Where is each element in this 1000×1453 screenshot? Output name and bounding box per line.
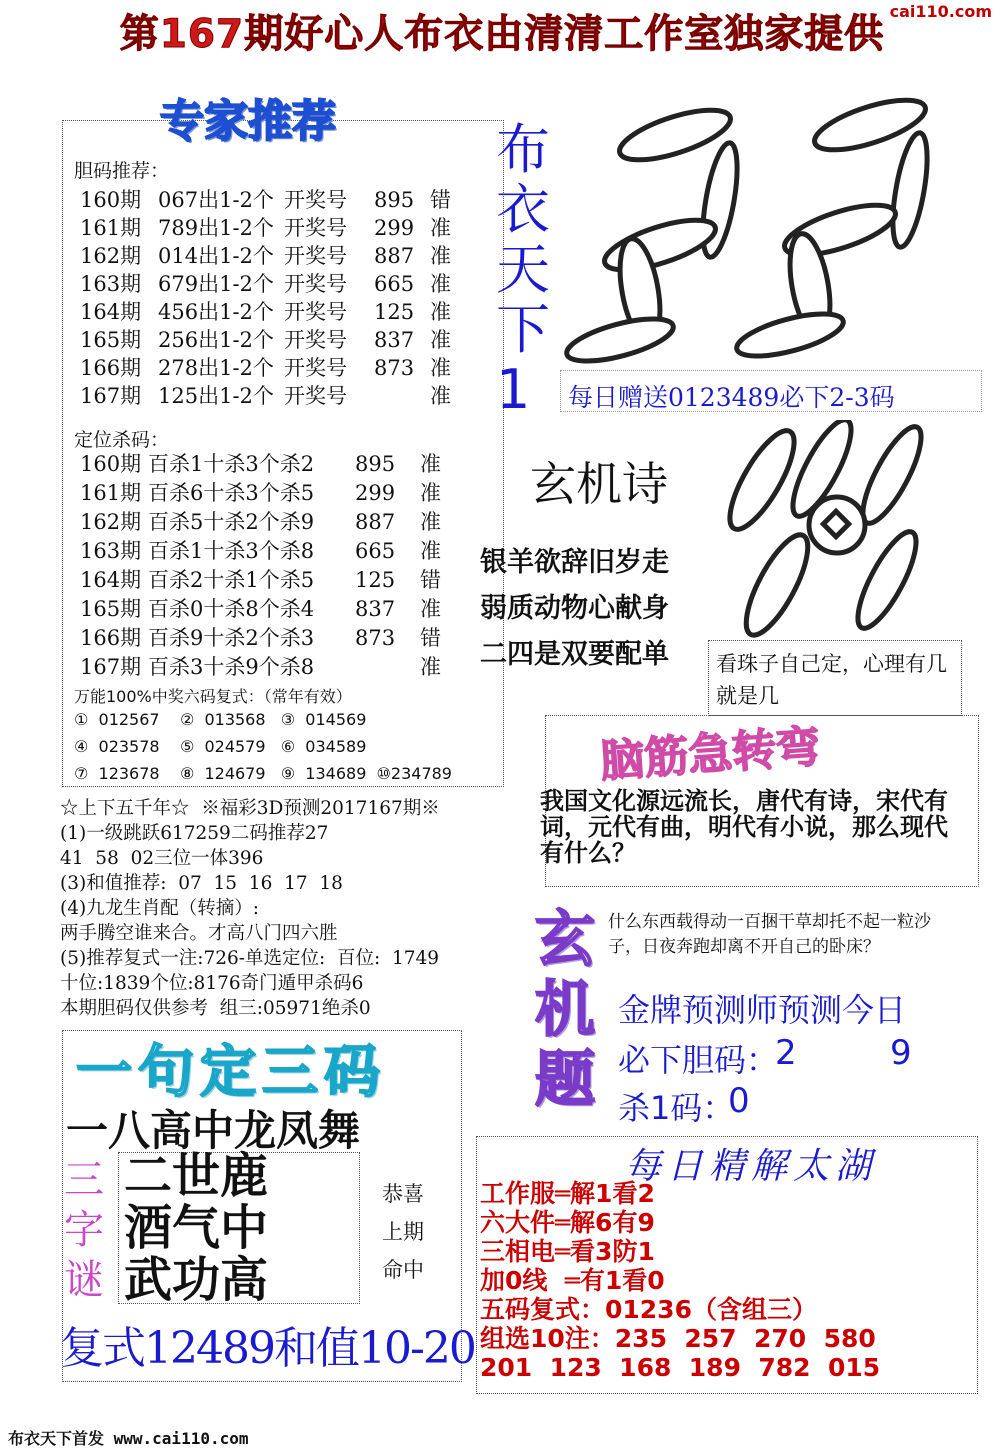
congrats-line: 恭喜 bbox=[382, 1182, 424, 1206]
gold-title: 金牌预测师预测今日 bbox=[618, 991, 907, 1029]
kill-period: 162期 bbox=[80, 510, 142, 534]
forecast-line: 本期胆码仅供参考 组三:05971绝杀0 bbox=[60, 998, 371, 1019]
dan-number: 873 bbox=[374, 356, 415, 380]
dan-result: 准 bbox=[430, 300, 451, 324]
kill-result: 准 bbox=[420, 510, 441, 534]
brain-title: 脑筋急转弯 bbox=[598, 721, 822, 788]
taihu-line: 工作服═解1看2 bbox=[480, 1179, 655, 1208]
kill-rule: 百杀9十杀2个杀3 bbox=[148, 626, 315, 650]
xuanji-title-char: 机 bbox=[535, 975, 595, 1045]
dan-label: 开奖号 bbox=[284, 244, 347, 268]
riddle-line: 酒气中 bbox=[124, 1200, 269, 1256]
dan-pick: 789出1-2个 bbox=[158, 216, 274, 240]
dan-result: 准 bbox=[430, 384, 451, 408]
daily-gift-box bbox=[560, 370, 982, 412]
beads-image bbox=[712, 420, 962, 640]
kill-period: 165期 bbox=[80, 597, 142, 621]
taihu-line: 三相电═看3防1 bbox=[480, 1237, 655, 1266]
poem-line: 弱质动物心献身 bbox=[480, 593, 669, 624]
footer: 布衣天下首发 www.cai110.com bbox=[8, 1429, 249, 1448]
xuanji-title-char: 玄 bbox=[535, 905, 595, 975]
kill-number: 665 bbox=[355, 539, 396, 563]
kill-rule: 百杀0十杀8个杀4 bbox=[148, 597, 315, 621]
dan-result: 准 bbox=[430, 272, 451, 296]
dan-result: 错 bbox=[430, 188, 451, 212]
dan-result: 准 bbox=[430, 244, 451, 268]
kill-period: 166期 bbox=[80, 626, 142, 650]
page-title: 第167期好心人布衣由清清工作室独家提供 bbox=[119, 12, 885, 57]
dan-result: 准 bbox=[430, 216, 451, 240]
dan-period: 167期 bbox=[80, 384, 142, 408]
kill-rule: 百杀3十杀9个杀8 bbox=[148, 655, 315, 679]
gold-dan-label: 必下胆码： bbox=[618, 1041, 779, 1079]
daily-gift: 每日赠送0123489必下2-3码 bbox=[568, 383, 895, 412]
forecast-line: 十位:1839个位:8176奇门遁甲杀码6 bbox=[60, 973, 364, 994]
dan-period: 166期 bbox=[80, 356, 142, 380]
kill-result: 准 bbox=[420, 481, 441, 505]
dan-label: 胆码推荐： bbox=[74, 160, 170, 182]
kill-period: 163期 bbox=[80, 539, 142, 563]
taihu-line: 六大件═解6有9 bbox=[480, 1208, 655, 1237]
kill-number: 125 bbox=[355, 568, 396, 592]
buyi-char: 天 bbox=[496, 238, 550, 301]
six-code-title: 万能100%中奖六码复式：（常年有效） bbox=[74, 687, 352, 706]
dan-label: 开奖号 bbox=[284, 216, 347, 240]
kill-result: 准 bbox=[420, 452, 441, 476]
six-code-row: ④ 023578 ⑤ 024579 ⑥ 034589 bbox=[74, 737, 367, 756]
buyi-char: 衣 bbox=[496, 178, 550, 241]
six-code-row: ① 012567 ② 013568 ③ 014569 bbox=[74, 710, 367, 729]
yiju-phrase: 一八高中龙凤舞 bbox=[66, 1106, 361, 1155]
congrats-line: 命中 bbox=[382, 1258, 424, 1282]
taihu-line: 加0线 ═有1看0 bbox=[480, 1266, 665, 1295]
kill-result: 错 bbox=[420, 626, 441, 650]
chain-3-image bbox=[560, 80, 980, 370]
dan-label: 开奖号 bbox=[284, 328, 347, 352]
dan-period: 164期 bbox=[80, 300, 142, 324]
dan-label: 开奖号 bbox=[284, 384, 347, 408]
dan-label: 开奖号 bbox=[284, 272, 347, 296]
dan-label: 开奖号 bbox=[284, 188, 347, 212]
dan-pick: 456出1-2个 bbox=[158, 300, 274, 324]
kill-rule: 百杀5十杀2个杀9 bbox=[148, 510, 315, 534]
dan-number: 887 bbox=[374, 244, 415, 268]
kill-rule: 百杀6十杀3个杀5 bbox=[148, 481, 315, 505]
kill-result: 准 bbox=[420, 655, 441, 679]
kill-rule: 百杀1十杀3个杀8 bbox=[148, 539, 315, 563]
kill-period: 167期 bbox=[80, 655, 142, 679]
dan-pick: 278出1-2个 bbox=[158, 356, 274, 380]
kill-result: 准 bbox=[420, 597, 441, 621]
brain-question: 我国文化源远流长，唐代有诗，宋代有词，元代有曲，明代有小说，那么现代有什么？ bbox=[540, 786, 948, 867]
gold-dan-1: 2 bbox=[775, 1033, 797, 1073]
six-code-row: ⑦ 123678 ⑧ 124679 ⑨ 134689 ⑩234789 bbox=[74, 764, 452, 783]
riddle-line: 二世鹿 bbox=[124, 1148, 269, 1204]
dan-number: 895 bbox=[374, 188, 415, 212]
dan-label: 开奖号 bbox=[284, 356, 347, 380]
kill-number: 895 bbox=[355, 452, 396, 476]
dan-result: 准 bbox=[430, 328, 451, 352]
dan-pick: 014出1-2个 bbox=[158, 244, 274, 268]
buyi-char: 布 bbox=[496, 118, 550, 181]
buyi-char: 下 bbox=[496, 298, 550, 361]
forecast-line: (4)九龙生肖配（转摘）: bbox=[60, 898, 259, 919]
dan-pick: 125出1-2个 bbox=[158, 384, 274, 408]
kill-result: 准 bbox=[420, 539, 441, 563]
dan-period: 163期 bbox=[80, 272, 142, 296]
buyi-char: 1 bbox=[496, 358, 531, 421]
forecast-line: (3)和值推荐: 07 15 16 17 18 bbox=[60, 873, 343, 894]
kill-number: 887 bbox=[355, 510, 396, 534]
poem-title: 玄机诗 bbox=[530, 457, 668, 511]
kill-period: 160期 bbox=[80, 452, 142, 476]
gold-dan-2: 9 bbox=[890, 1033, 912, 1073]
dan-number: 125 bbox=[374, 300, 415, 324]
sanzi-char: 字 bbox=[64, 1207, 104, 1253]
forecast-line: 两手腾空谁来合。才高八门四六胜 bbox=[60, 923, 338, 944]
kill-number: 873 bbox=[355, 626, 396, 650]
kill-rule: 百杀2十杀1个杀5 bbox=[148, 568, 315, 592]
gold-kill-label: 杀1码： bbox=[618, 1089, 735, 1127]
dan-number: 837 bbox=[374, 328, 415, 352]
poem-line: 银羊欲辞旧岁走 bbox=[480, 547, 669, 578]
sanzi-char: 谜 bbox=[64, 1257, 104, 1303]
taihu-title: 每日精解太湖 bbox=[625, 1146, 878, 1187]
dan-pick: 256出1-2个 bbox=[158, 328, 274, 352]
dan-period: 165期 bbox=[80, 328, 142, 352]
kill-number: 837 bbox=[355, 597, 396, 621]
taihu-line: 五码复式：01236（含组三） bbox=[480, 1295, 817, 1324]
riddle-line: 武功高 bbox=[124, 1252, 269, 1308]
forecast-line: ☆上下五千年☆ ※福彩3D预测2017167期※ bbox=[60, 798, 440, 819]
taihu-line: 组选10注：235 257 270 580 bbox=[480, 1324, 876, 1353]
dan-number: 299 bbox=[374, 216, 415, 240]
dan-period: 162期 bbox=[80, 244, 142, 268]
dan-pick: 067出1-2个 bbox=[158, 188, 274, 212]
dan-period: 160期 bbox=[80, 188, 142, 212]
beads-caption: 看珠子自己定，心理有几就是几 bbox=[716, 652, 947, 708]
dan-result: 准 bbox=[430, 356, 451, 380]
kill-label: 定位杀码： bbox=[74, 429, 170, 451]
dan-label: 开奖号 bbox=[284, 300, 347, 324]
fushi-line: 复式12489和值10-20 bbox=[60, 1323, 475, 1374]
dan-number: 665 bbox=[374, 272, 415, 296]
dan-period: 161期 bbox=[80, 216, 142, 240]
forecast-line: (1)一级跳跃617259二码推荐27 bbox=[60, 823, 329, 844]
yiju-title: 一句定三码 bbox=[76, 1039, 386, 1105]
poem-line: 二四是双要配单 bbox=[480, 639, 669, 670]
taihu-line: 201 123 168 189 782 015 bbox=[480, 1353, 881, 1382]
sanzi-char: 三 bbox=[64, 1157, 104, 1203]
gold-kill-value: 0 bbox=[728, 1081, 750, 1121]
kill-period: 164期 bbox=[80, 568, 142, 592]
kill-number: 299 bbox=[355, 481, 396, 505]
kill-result: 错 bbox=[420, 568, 441, 592]
forecast-line: 41 58 02三位一体396 bbox=[60, 848, 264, 869]
expert-heading: 专家推荐 bbox=[160, 96, 336, 147]
xuanji-riddle: 什么东西载得动一百捆干草却托不起一粒沙子，日夜奔跑却离不开自己的卧床？ bbox=[608, 912, 931, 957]
kill-period: 161期 bbox=[80, 481, 142, 505]
congrats-line: 上期 bbox=[382, 1220, 424, 1244]
dan-pick: 679出1-2个 bbox=[158, 272, 274, 296]
forecast-line: (5)推荐复式一注:726-单选定位: 百位: 1749 bbox=[60, 948, 440, 969]
site-watermark: cai110.com bbox=[889, 2, 992, 21]
xuanji-title-char: 题 bbox=[535, 1045, 595, 1115]
kill-rule: 百杀1十杀3个杀2 bbox=[148, 452, 315, 476]
